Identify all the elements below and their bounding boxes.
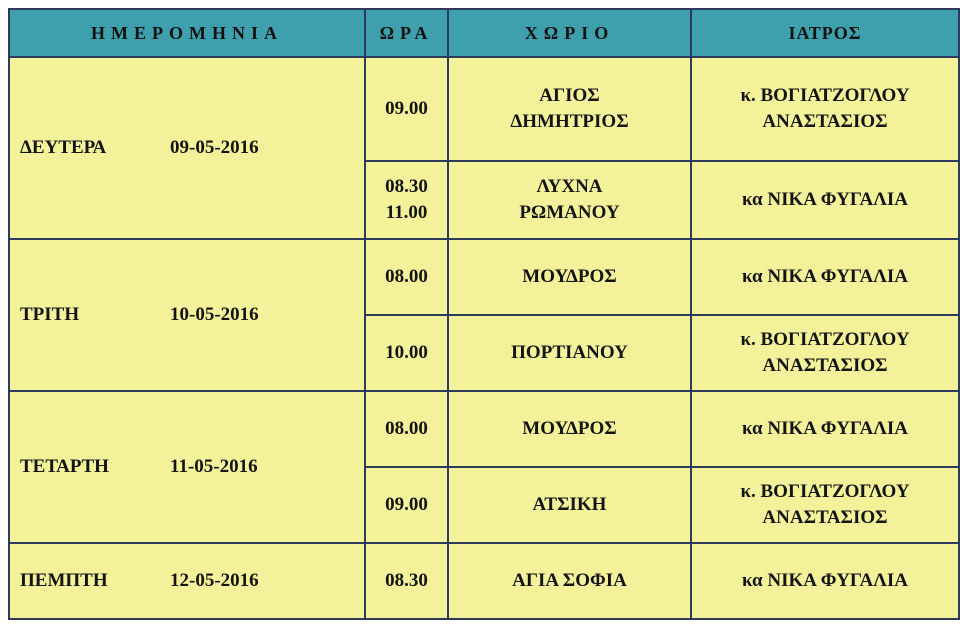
village-line: ΑΓΙΑ ΣΟΦΙΑ xyxy=(512,570,627,591)
time-cell xyxy=(365,161,448,239)
village-line: ΠΟΡΤΙΑΝΟΥ xyxy=(511,342,628,363)
village-line: ΜΟΥΔΡΟΣ xyxy=(522,266,617,287)
doctor-cell xyxy=(691,391,959,467)
time-cell xyxy=(365,315,448,391)
village-line: ΛΥΧΝΑ xyxy=(536,176,603,197)
header-date: ΗΜΕΡΟΜΗΝΙΑ xyxy=(9,9,365,57)
time-value: 11.00 xyxy=(385,202,428,223)
village-cell xyxy=(448,161,691,239)
time-value: 08.30 xyxy=(385,570,428,591)
time-value: 09.00 xyxy=(385,494,428,515)
doctor-cell xyxy=(691,57,959,161)
village-line: ΡΩΜΑΝΟΥ xyxy=(519,202,620,223)
day-date: 12-05-2016 xyxy=(170,570,259,591)
table-row xyxy=(9,391,959,467)
village-line: ΔΗΜΗΤΡΙΟΣ xyxy=(510,111,629,132)
doctor-line: κα ΝΙΚΑ ΦΥΓΑΛΙΑ xyxy=(742,418,908,439)
date-cell xyxy=(9,57,365,239)
time-value: 08.00 xyxy=(385,418,428,439)
doctor-line: κα ΝΙΚΑ ΦΥΓΑΛΙΑ xyxy=(742,570,908,591)
date-cell xyxy=(9,239,365,391)
day-name: ΤΡΙΤΗ xyxy=(20,304,80,325)
day-date: 10-05-2016 xyxy=(170,304,259,325)
village-cell xyxy=(448,543,691,619)
village-cell xyxy=(448,467,691,543)
time-cell xyxy=(365,467,448,543)
doctor-line: κ. ΒΟΓΙΑΤΖΟΓΛΟΥ xyxy=(740,85,910,106)
time-cell xyxy=(365,239,448,315)
day-name: ΤΕΤΑΡΤΗ xyxy=(20,456,109,477)
header-doctor: ΙΑΤΡΟΣ xyxy=(691,9,959,57)
village-cell xyxy=(448,239,691,315)
schedule-table xyxy=(8,8,960,620)
date-cell xyxy=(9,543,365,619)
time-cell xyxy=(365,543,448,619)
time-value: 09.00 xyxy=(385,98,428,119)
village-line: ΜΟΥΔΡΟΣ xyxy=(522,418,617,439)
header-village: ΧΩΡΙΟ xyxy=(448,9,691,57)
day-date: 09-05-2016 xyxy=(170,137,259,158)
time-value: 08.00 xyxy=(385,266,428,287)
day-name: ΠΕΜΠΤΗ xyxy=(20,570,108,591)
village-line: ΑΤΣΙΚΗ xyxy=(532,494,607,515)
doctor-line: κα ΝΙΚΑ ΦΥΓΑΛΙΑ xyxy=(742,189,908,210)
doctor-line: κα ΝΙΚΑ ΦΥΓΑΛΙΑ xyxy=(742,266,908,287)
doctor-cell xyxy=(691,161,959,239)
doctor-cell xyxy=(691,543,959,619)
day-date: 11-05-2016 xyxy=(170,456,258,477)
doctor-line: ΑΝΑΣΤΑΣΙΟΣ xyxy=(762,507,888,528)
time-value: 08.30 xyxy=(385,176,428,197)
doctor-line: κ. ΒΟΓΙΑΤΖΟΓΛΟΥ xyxy=(740,329,910,350)
village-line: ΑΓΙΟΣ xyxy=(539,85,600,106)
village-cell xyxy=(448,57,691,161)
time-cell xyxy=(365,391,448,467)
time-value: 10.00 xyxy=(385,342,428,363)
table-row xyxy=(9,239,959,315)
date-cell xyxy=(9,391,365,543)
time-cell xyxy=(365,57,448,161)
table-row xyxy=(9,543,959,619)
table-row xyxy=(9,57,959,161)
header-time: ΩΡΑ xyxy=(365,9,448,57)
village-cell xyxy=(448,391,691,467)
doctor-line: ΑΝΑΣΤΑΣΙΟΣ xyxy=(762,111,888,132)
village-cell xyxy=(448,315,691,391)
doctor-line: ΑΝΑΣΤΑΣΙΟΣ xyxy=(762,355,888,376)
header-row xyxy=(9,9,959,57)
doctor-cell xyxy=(691,467,959,543)
doctor-line: κ. ΒΟΓΙΑΤΖΟΓΛΟΥ xyxy=(740,481,910,502)
doctor-cell xyxy=(691,239,959,315)
doctor-cell xyxy=(691,315,959,391)
day-name: ΔΕΥΤΕΡΑ xyxy=(20,137,107,158)
